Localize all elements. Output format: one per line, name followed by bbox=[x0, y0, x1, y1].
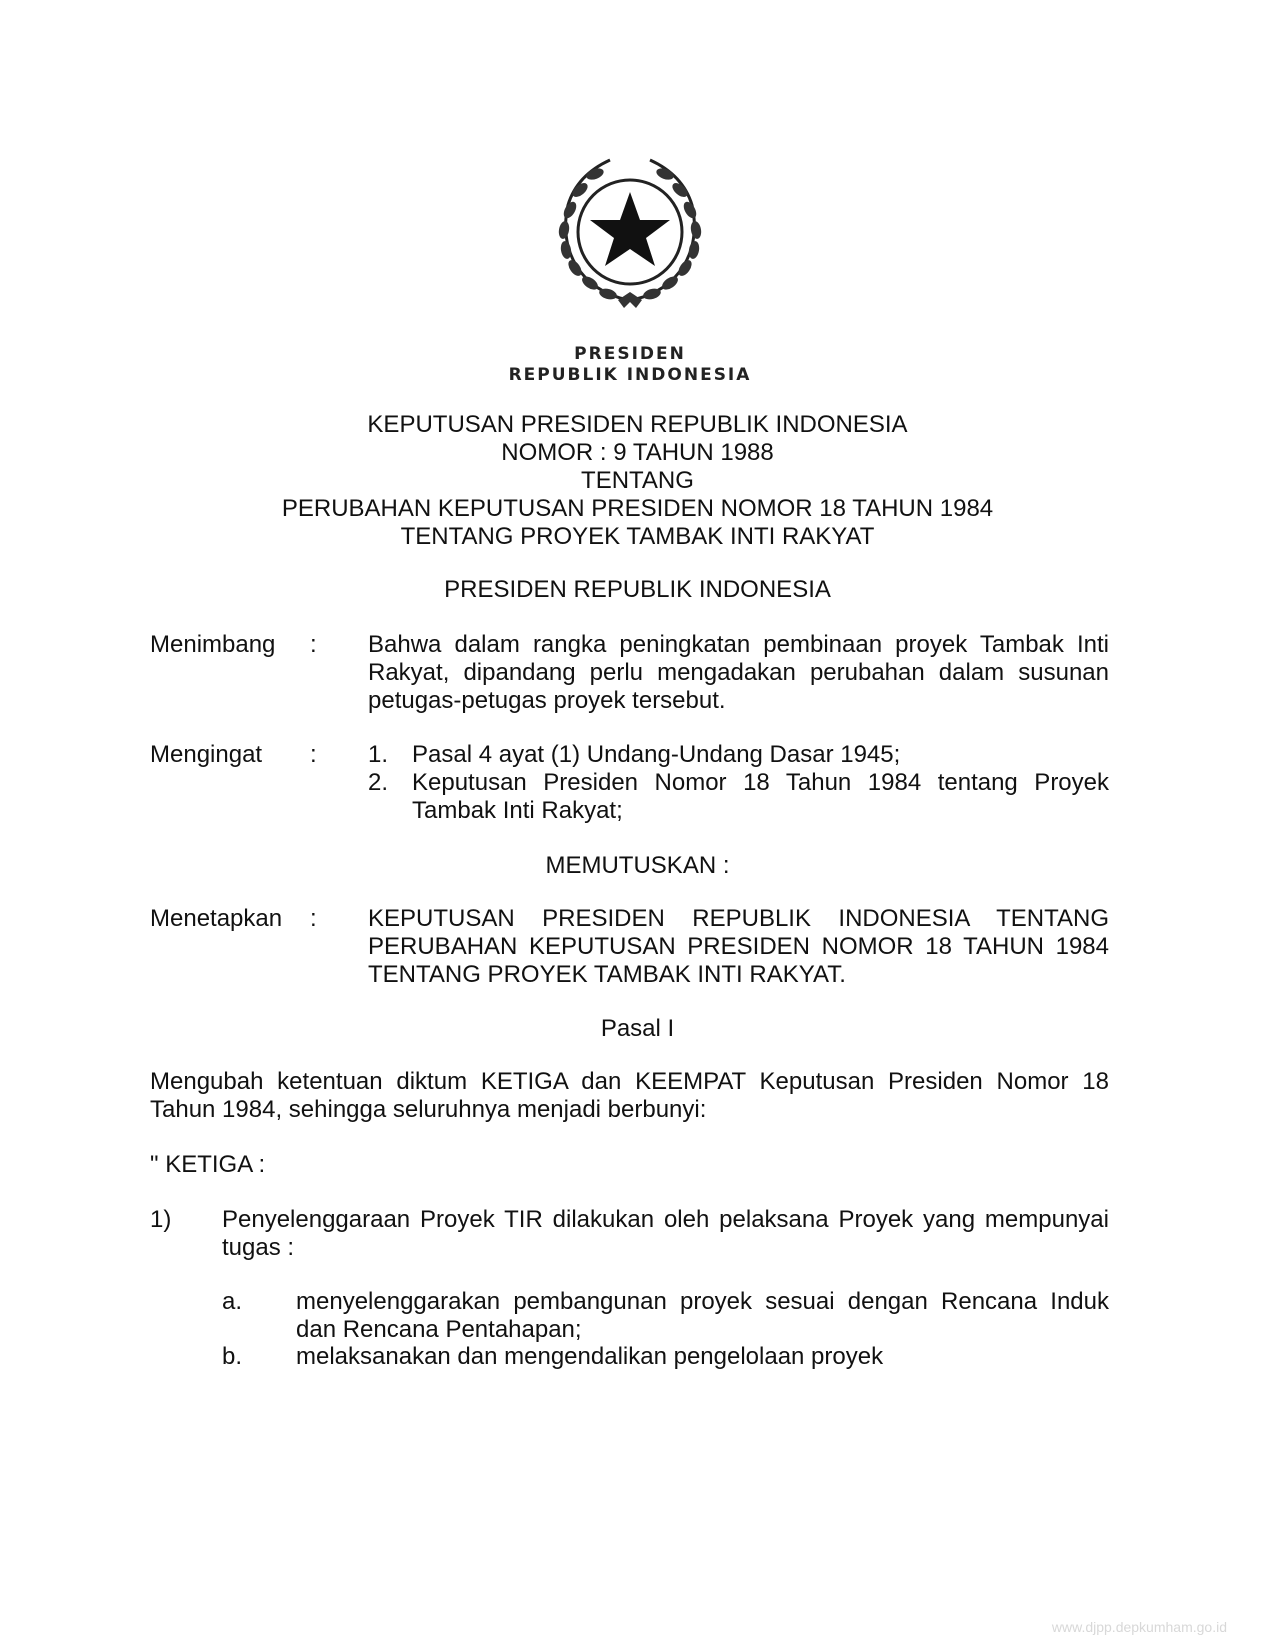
mengingat-label: Mengingat bbox=[150, 741, 263, 768]
subitem-a-letter: a. bbox=[222, 1288, 243, 1315]
title-line4: PERUBAHAN KEPUTUSAN PRESIDEN NOMOR 18 TAHUN 1984 bbox=[281, 495, 994, 522]
mengingat-item-1-number: 1. bbox=[368, 741, 389, 768]
mengingat-item-2-text: Keputusan Presiden Nomor 18 Tahun 1984 tentang Proyek Tambak Inti Rakyat; bbox=[412, 769, 1109, 824]
pasal-heading: Pasal I bbox=[600, 1015, 675, 1042]
ketiga-heading: " KETIGA : bbox=[150, 1151, 266, 1178]
emblem-caption-line2: REPUBLIK INDONESIA bbox=[508, 365, 752, 385]
item-1-text: Penyelenggaraan Proyek TIR dilakukan oleh pelaksana Proyek yang mempunyai tugas : bbox=[222, 1206, 1109, 1261]
issuer-heading: PRESIDEN REPUBLIK INDONESIA bbox=[444, 576, 831, 603]
subitem-a-text: menyelenggarakan pembangunan proyek sesuai dengan Rencana Induk dan Rencana Pentahapan; bbox=[296, 1288, 1109, 1343]
presidential-emblem-icon bbox=[540, 150, 720, 320]
document-title bbox=[0, 411, 1275, 551]
menimbang-text: Bahwa dalam rangka peningkatan pembinaan proyek Tambak Inti Rakyat, dipandang perlu mengadakan perubahan dalam susunan petugas-petugas proyek tersebut. bbox=[368, 631, 1109, 714]
subitem-b-letter: b. bbox=[222, 1343, 243, 1370]
menetapkan-colon: : bbox=[310, 905, 317, 932]
mengingat-item-2-number: 2. bbox=[368, 769, 389, 796]
menimbang-colon: : bbox=[310, 631, 317, 658]
emblem-caption-line1: PRESIDEN bbox=[574, 344, 686, 364]
menetapkan-text: KEPUTUSAN PRESIDEN REPUBLIK INDONESIA TENTANG PERUBAHAN KEPUTUSAN PRESIDEN NOMOR 18 TAHUN 1984 TENTANG PROYEK TAMBAK INTI RAKYAT. bbox=[368, 905, 1109, 988]
menetapkan-label: Menetapkan bbox=[150, 905, 283, 932]
title-line1: KEPUTUSAN PRESIDEN REPUBLIK INDONESIA bbox=[367, 411, 908, 438]
title-line2: NOMOR : 9 TAHUN 1988 bbox=[501, 439, 774, 466]
menimbang-label: Menimbang bbox=[150, 631, 276, 658]
subitem-b-text: melaksanakan dan mengendalikan pengelolaan proyek bbox=[296, 1343, 884, 1370]
emblem-caption bbox=[460, 344, 800, 386]
mengingat-item-1-text: Pasal 4 ayat (1) Undang-Undang Dasar 1945; bbox=[412, 741, 901, 768]
title-line3: TENTANG bbox=[581, 467, 694, 494]
memutuskan-heading: MEMUTUSKAN : bbox=[545, 852, 730, 879]
mengingat-colon: : bbox=[310, 741, 317, 768]
pasal-body-text: Mengubah ketentuan diktum KETIGA dan KEEMPAT Keputusan Presiden Nomor 18 Tahun 1984, sehingga seluruhnya menjadi berbunyi: bbox=[150, 1068, 1109, 1123]
item-1-number: 1) bbox=[150, 1206, 172, 1233]
title-line5: TENTANG PROYEK TAMBAK INTI RAKYAT bbox=[400, 523, 875, 550]
footer-website-link[interactable]: www.djpp.depkumham.go.id bbox=[1051, 1619, 1227, 1635]
